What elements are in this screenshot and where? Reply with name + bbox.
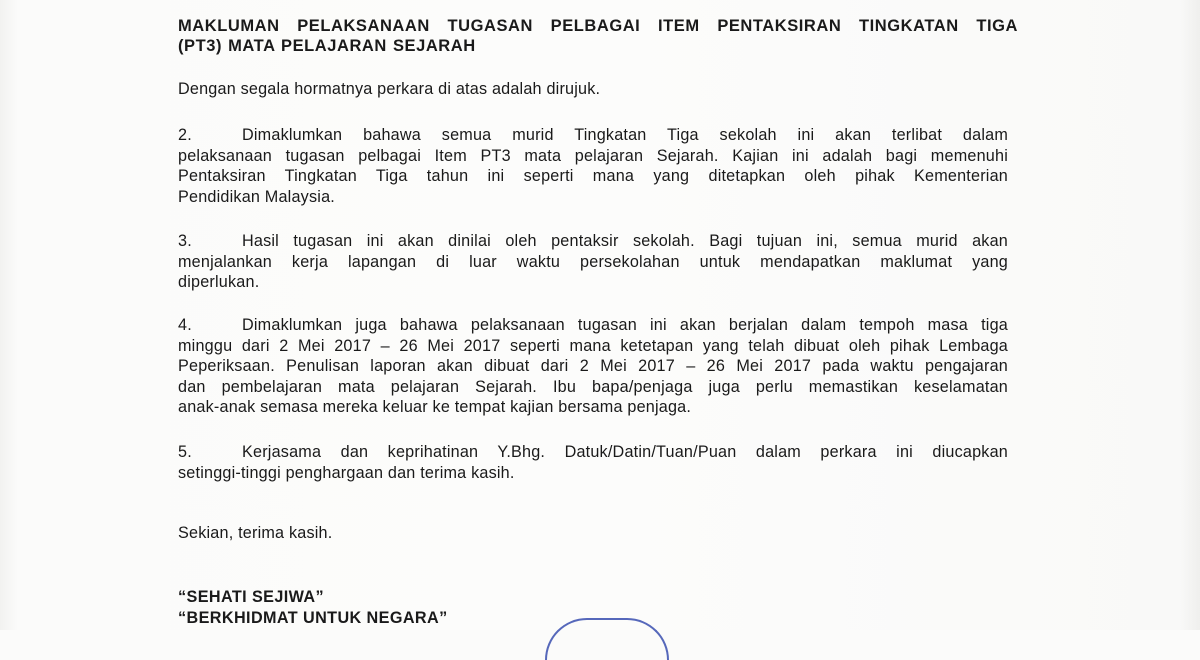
paragraph-line: setinggi-tinggi penghargaan dan terima kasih. xyxy=(178,463,515,482)
paragraph-number: 5. xyxy=(178,443,192,461)
paragraph-line: pelaksanaan tugasan pelbagai Item PT3 mata pelajaran Sejarah. Kajian ini adalah bagi memenuhi xyxy=(178,146,1008,165)
paragraph-text: Dimaklumkan bahawa semua murid Tingkatan Tiga sekolah ini akan terlibat dalam xyxy=(242,126,1008,144)
paragraph-line: dan pembelajaran mata pelajaran Sejarah. Ibu bapa/penjaga juga perlu memastikan keselamatan xyxy=(178,377,1008,396)
paragraph-line: Peperiksaan. Penulisan laporan akan dibuat dari 2 Mei 2017 – 26 Mei 2017 pada waktu pengajaran xyxy=(178,357,1008,375)
paragraph-line: menjalankan kerja lapangan di luar waktu persekolahan untuk mendapatkan maklumat yang xyxy=(178,252,1008,271)
title-line-1: MAKLUMAN PELAKSANAAN TUGASAN PELBAGAI ITEM PENTAKSIRAN TINGKATAN TIGA xyxy=(178,17,1018,35)
motto-line-2: “BERKHIDMAT UNTUK NEGARA” xyxy=(178,609,448,627)
paragraph-2 xyxy=(178,125,1008,207)
paragraph-line xyxy=(178,442,1008,463)
paragraph-line: Pentaksiran Tingkatan Tiga tahun ini seperti mana yang ditetapkan oleh pihak Kementerian xyxy=(178,167,1008,185)
paragraph-text: Dimaklumkan juga bahawa pelaksanaan tugasan ini akan berjalan dalam tempoh masa tiga xyxy=(242,316,1008,334)
greeting-text: Dengan segala hormatnya perkara di atas adalah dirujuk. xyxy=(178,80,601,98)
paragraph-3 xyxy=(178,231,1008,293)
paragraph-line: minggu dari 2 Mei 2017 – 26 Mei 2017 seperti mana ketetapan yang telah dibuat oleh pihak Lembaga xyxy=(178,336,1008,355)
paragraph-number: 4. xyxy=(178,316,192,334)
letter-title xyxy=(178,16,1018,56)
official-stamp xyxy=(545,618,669,660)
title-line-2: (PT3) MATA PELAJARAN SEJARAH xyxy=(178,37,476,55)
paragraph-line xyxy=(178,125,1008,146)
paragraph-4 xyxy=(178,315,1008,418)
paragraph-line: diperlukan. xyxy=(178,273,260,291)
paragraph-text: Kerjasama dan keprihatinan Y.Bhg. Datuk/Datin/Tuan/Puan dalam perkara ini diucapkan xyxy=(242,443,1008,461)
paragraph-number: 3. xyxy=(178,232,192,250)
paragraph-line xyxy=(178,231,1008,252)
paragraph-line xyxy=(178,315,1008,336)
paragraph-line: Pendidikan Malaysia. xyxy=(178,187,335,206)
motto-line-1: “SEHATI SEJIWA” xyxy=(178,588,325,606)
paragraph-number: 2. xyxy=(178,126,192,144)
paragraph-5 xyxy=(178,442,1008,483)
closing-text: Sekian, terima kasih. xyxy=(178,524,333,542)
paragraph-text: Hasil tugasan ini akan dinilai oleh pentaksir sekolah. Bagi tujuan ini, semua murid akan xyxy=(242,232,1008,250)
paragraph-line: anak-anak semasa mereka keluar ke tempat kajian bersama penjaga. xyxy=(178,398,692,416)
